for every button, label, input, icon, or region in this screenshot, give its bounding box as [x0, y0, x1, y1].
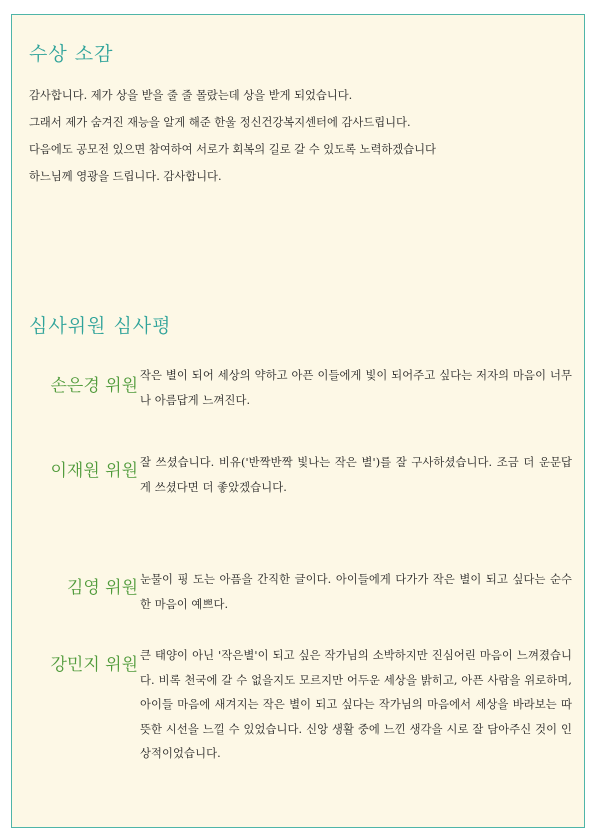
speech-line: 하느님께 영광을 드립니다. 감사합니다.	[29, 170, 222, 183]
judge-comment: 눈물이 핑 도는 아픔을 간직한 글이다. 아이들에게 다가가 작은 별이 되고 싶다는 순수한 마음이 예쁘다.	[140, 573, 572, 611]
award-speech-heading: 수상 소감	[29, 43, 114, 65]
speech-line: 감사합니다. 제가 상을 받을 줄 줄 몰랐는데 상을 받게 되었습니다.	[29, 89, 353, 102]
judge-comment: 잘 쓰셨습니다. 비유('반짝반짝 빛나는 작은 별')를 잘 구사하셨습니다. 조금 더 운문답게 쓰셨다면 더 좋았겠습니다.	[140, 456, 572, 494]
judge-name: 손은경 위원	[50, 376, 138, 396]
judge-comment: 작은 별이 되어 세상의 약하고 아픈 이들에게 빛이 되어주고 싶다는 저자의 마음이 너무나 아름답게 느껴진다.	[140, 369, 572, 407]
judge-name: 김영 위원	[66, 578, 138, 598]
judges-review-heading: 심사위원 심사평	[29, 315, 172, 337]
speech-line: 다음에도 공모전 있으면 참여하여 서로가 회복의 길로 갈 수 있도록 노력하겠습니다	[29, 143, 436, 156]
award-speech-body	[29, 87, 569, 195]
judge-comment: 큰 태양이 아닌 '작은별'이 되고 싶은 작가님의 소박하지만 진심어린 마음이 느껴졌습니다. 비록 천국에 갈 수 없을지도 모르지만 어두운 세상을 밝히고, 아픈 사람을 위로하며, 아이들 마음에 새겨지는 작은 별이 되고 싶다는 작가님의 마음에서 세상을 바라보는 따뜻한 시선을 느낄 수 있었습니다. 신앙 생활 중에 느낀 생각을 시로 잘 담아주신 것이 인상적이었습니다.	[140, 649, 572, 761]
speech-line: 그래서 제가 숨겨진 재능을 알게 해준 한울 정신건강복지센터에 감사드립니다.	[29, 116, 411, 129]
judge-name: 이재원 위원	[50, 461, 138, 481]
document-page	[11, 14, 585, 828]
judge-name: 강민지 위원	[50, 655, 138, 675]
